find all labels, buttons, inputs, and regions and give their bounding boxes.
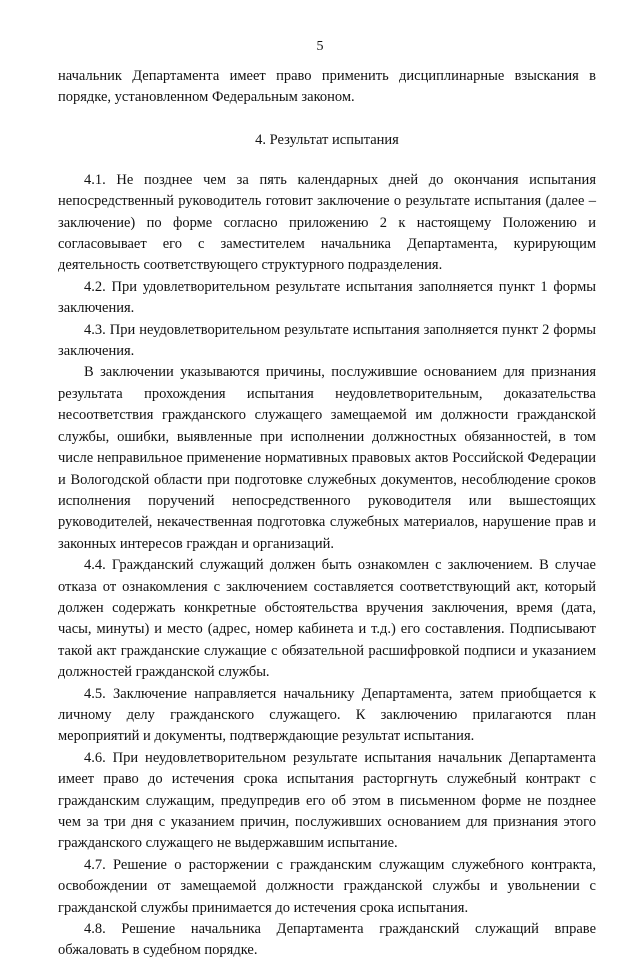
paragraph-4-8: 4.8. Решение начальника Департамента гражданский служащий вправе обжаловать в судебном порядке.	[58, 921, 596, 959]
paragraph-4-5: 4.5. Заключение направляется начальнику Департамента, затем приобщается к личному делу гражданского служащего. К заключению прилагаются план мероприятий и документы, подтверждающие результат испытания.	[58, 685, 596, 745]
paragraph-4-3: 4.3. При неудовлетворительном результате испытания заполняется пункт 2 формы заключения.	[58, 321, 596, 360]
paragraph-4-4: 4.4. Гражданский служащий должен быть ознакомлен с заключением. В случае отказа от ознакомления с заключением составляется соответствующий акт, который должен содержать конкретные обстоятельства вручения заключения, время (дата, часы, минуты) и место (адрес, номер кабинета и т.д.) его составления. Подписывают такой акт гражданские служащие с обязательной расшифровкой подписи и указанием должностей гражданской службы.	[58, 557, 596, 681]
paragraph-4-6: 4.6. При неудовлетворительном результате испытания начальник Департамента имеет право до истечения срока испытания расторгнуть служебный контракт с гражданским служащим, предупредив его об этом в письменном форме не позднее чем за три дня с указанием причин, послуживших основанием для признания этого гражданского служащего не выдержавшим испытание.	[58, 749, 596, 852]
section-title: 4. Результат испытания	[255, 131, 399, 148]
paragraph-4-1: 4.1. Не позднее чем за пять календарных дней до окончания испытания непосредственный руководитель готовит заключение о результате испытания (далее – заключение) по форме согласно приложению 2 к настоящему Положению и согласовывает его с заместителем начальника Департамента, курирующим деятельность соответствующего структурного подразделения.	[58, 171, 596, 274]
paragraph-4-2: 4.2. При удовлетворительном результате испытания заполняется пункт 1 формы заключения.	[58, 278, 596, 317]
document-body	[58, 66, 596, 962]
paragraph-4-7: 4.7. Решение о расторжении с гражданским служащим служебного контракта, освобождении от замещаемой должности гражданской службы и увольнении с гражданской службы принимается до истечения срока испытания.	[58, 856, 596, 916]
paragraph-4-3-details: В заключении указываются причины, послужившие основанием для признания результата прохождения испытания неудовлетворительным, доказательства несоответствия гражданского служащего замещаемой им должности гражданской службы, ошибки, выявленные при исполнении должностных обязанностей, в том числе неправильное применение нормативных правовых актов Российской Федерации и Вологодской области при подготовке служебных документов, несоблюдение сроков исполнения поручений непосредственного руководителя или вышестоящих руководителей, некачественная подготовка служебных материалов, нарушение прав и законных интересов граждан и организаций.	[58, 364, 596, 552]
intro-paragraph: начальник Департамента имеет право применить дисциплинарные взыскания в порядке, установленном Федеральным законом.	[58, 68, 596, 106]
page-number: 5	[316, 39, 324, 54]
